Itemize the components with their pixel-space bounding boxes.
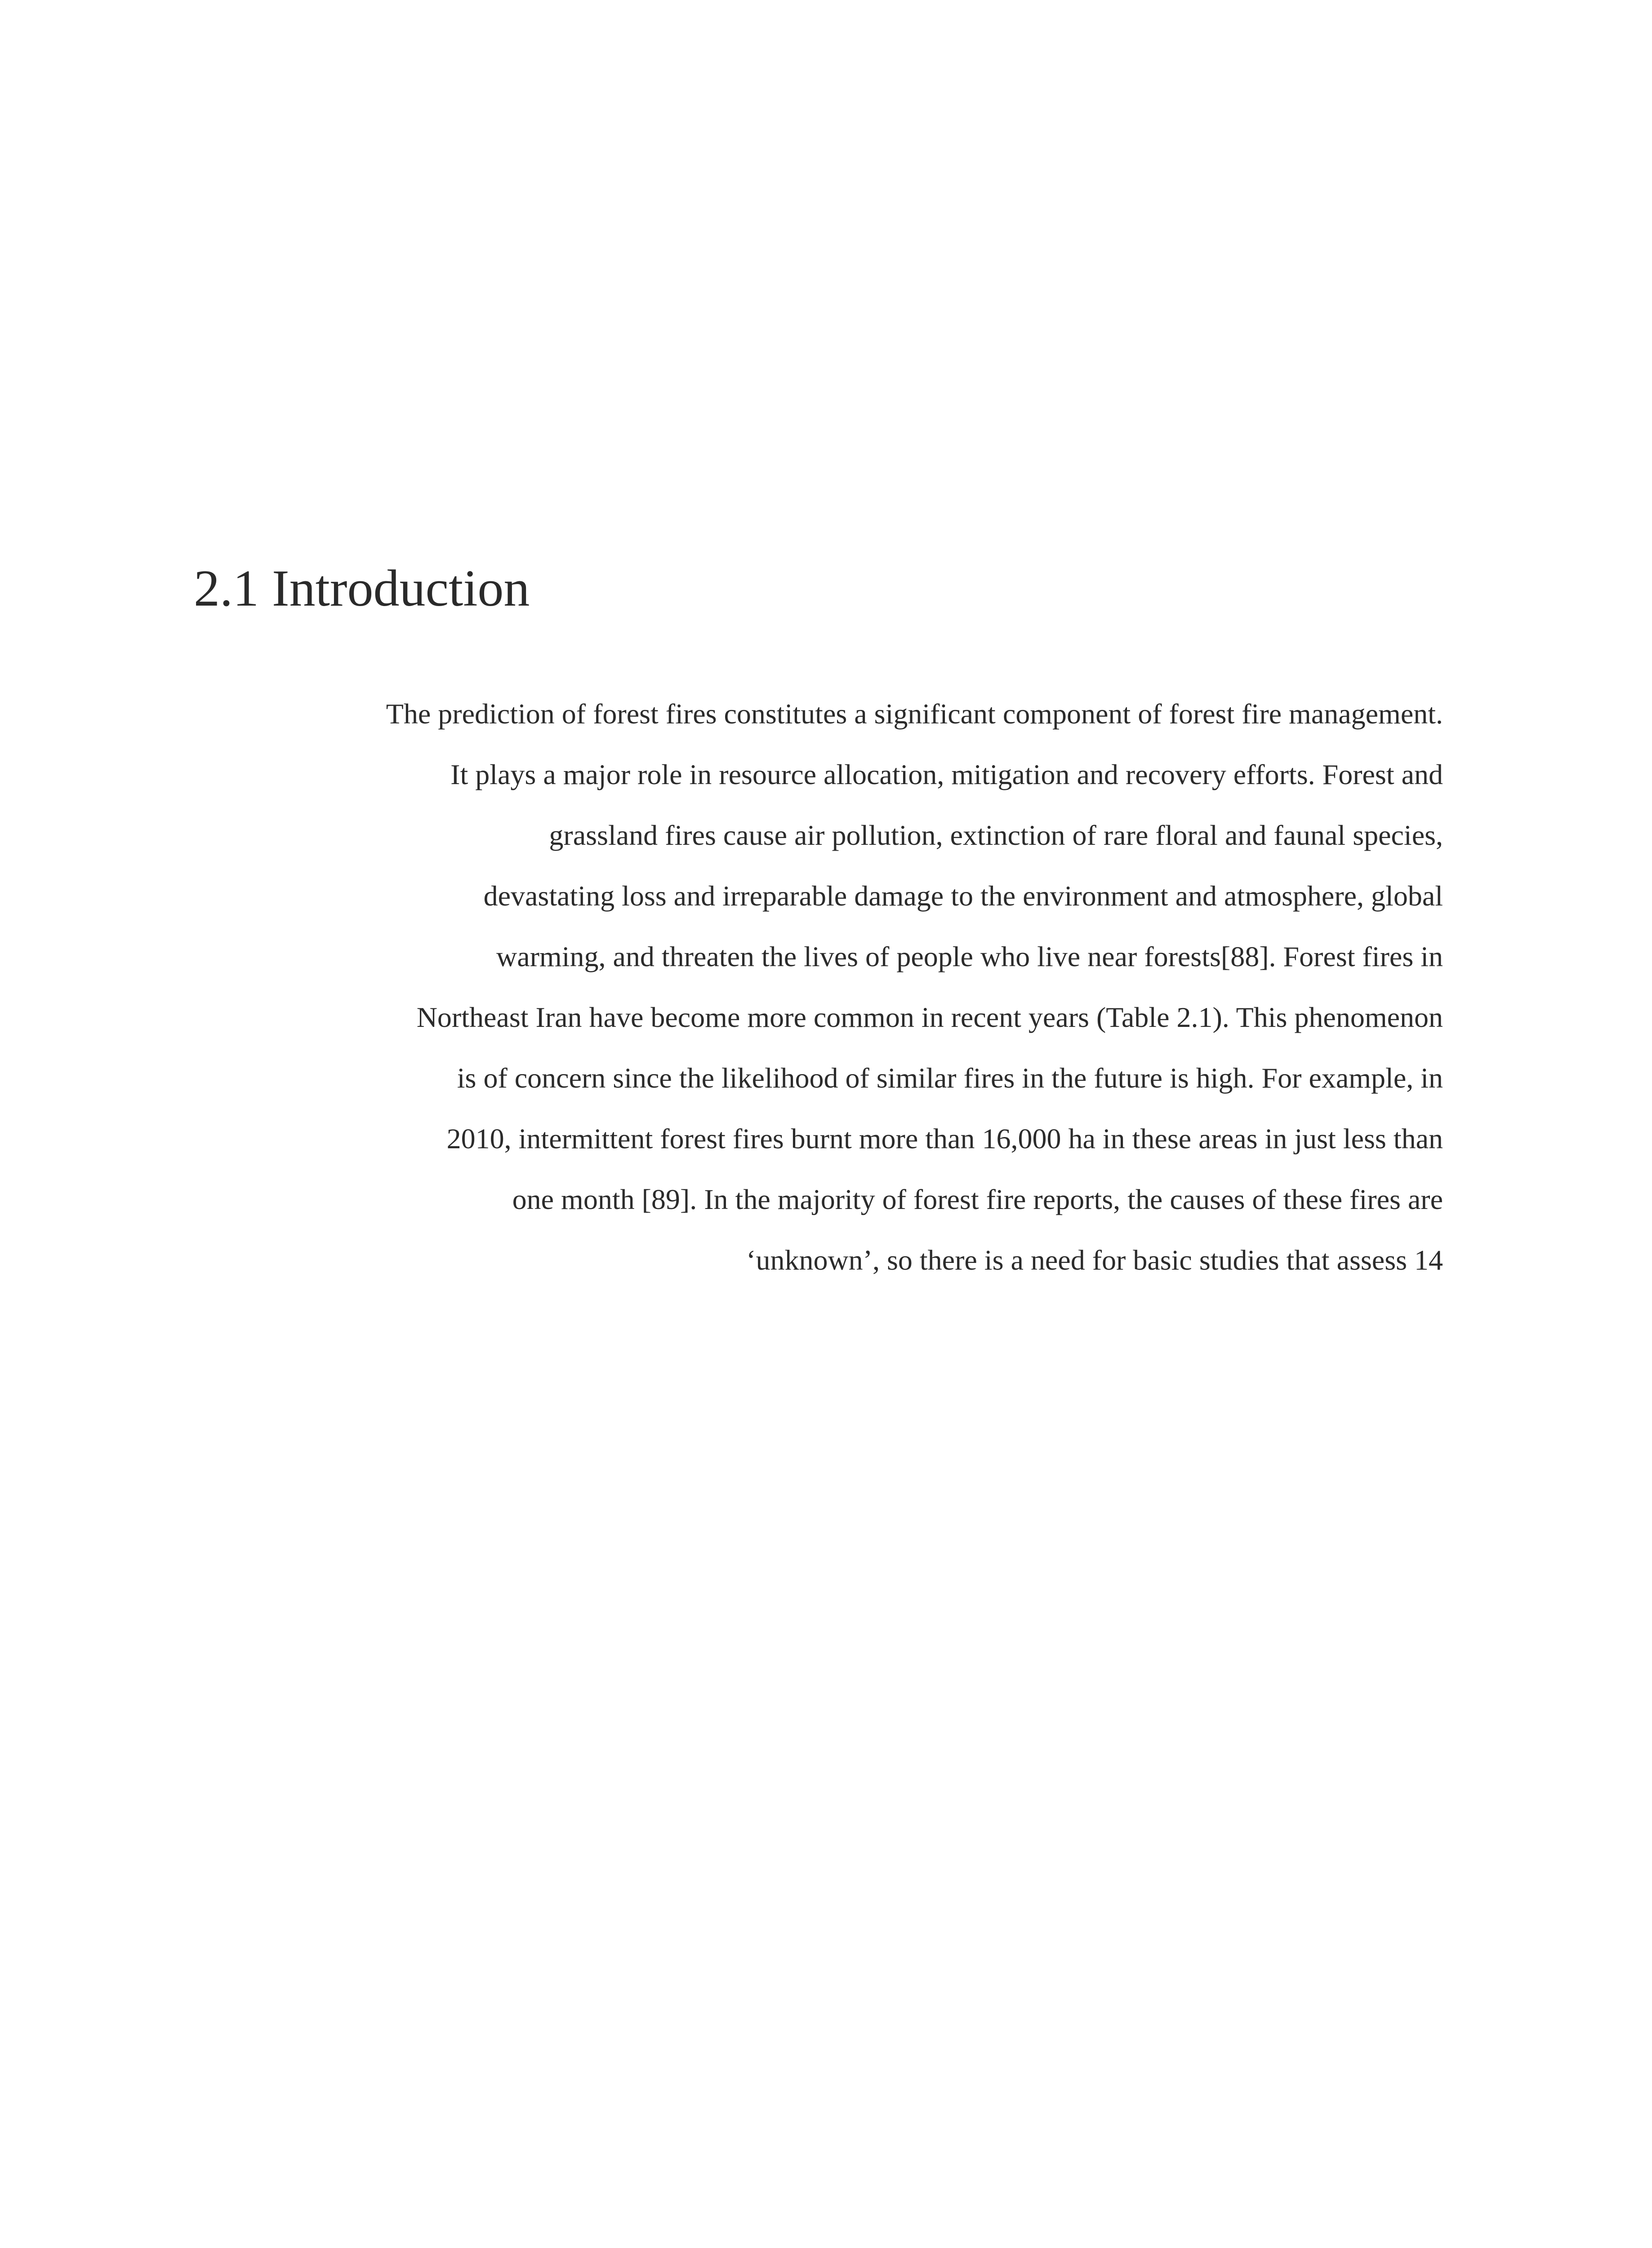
section-heading: 2.1 Introduction — [194, 560, 530, 617]
paragraph-line: devastating loss and irreparable damage to the environment and atmosphere, global — [483, 880, 1443, 912]
paragraph-line: It plays a major role in resource allocation, mitigation and recovery efforts. Forest and — [450, 758, 1443, 790]
paragraph-line: warming, and threaten the lives of people who live near forests[88]. Forest fires in — [496, 941, 1443, 972]
paragraph-line: Northeast Iran have become more common in recent years (Table 2.1). This phenomenon — [416, 1001, 1443, 1033]
paragraph-line: The prediction of forest fires constitutes a significant component of forest fire management. — [386, 698, 1443, 730]
body-paragraph — [211, 683, 1443, 1290]
paragraph-line: is of concern since the likelihood of similar fires in the future is high. For example, in — [457, 1062, 1443, 1094]
paragraph-line: grassland fires cause air pollution, extinction of rare floral and faunal species, — [549, 819, 1443, 851]
paragraph-line: 2010, intermittent forest fires burnt more than 16,000 ha in these areas in just less than — [446, 1123, 1443, 1155]
paragraph-line: ‘unknown’, so there is a need for basic studies that assess 14 — [746, 1244, 1443, 1276]
paragraph-line: one month [89]. In the majority of forest fire reports, the causes of these fires are — [512, 1183, 1443, 1215]
